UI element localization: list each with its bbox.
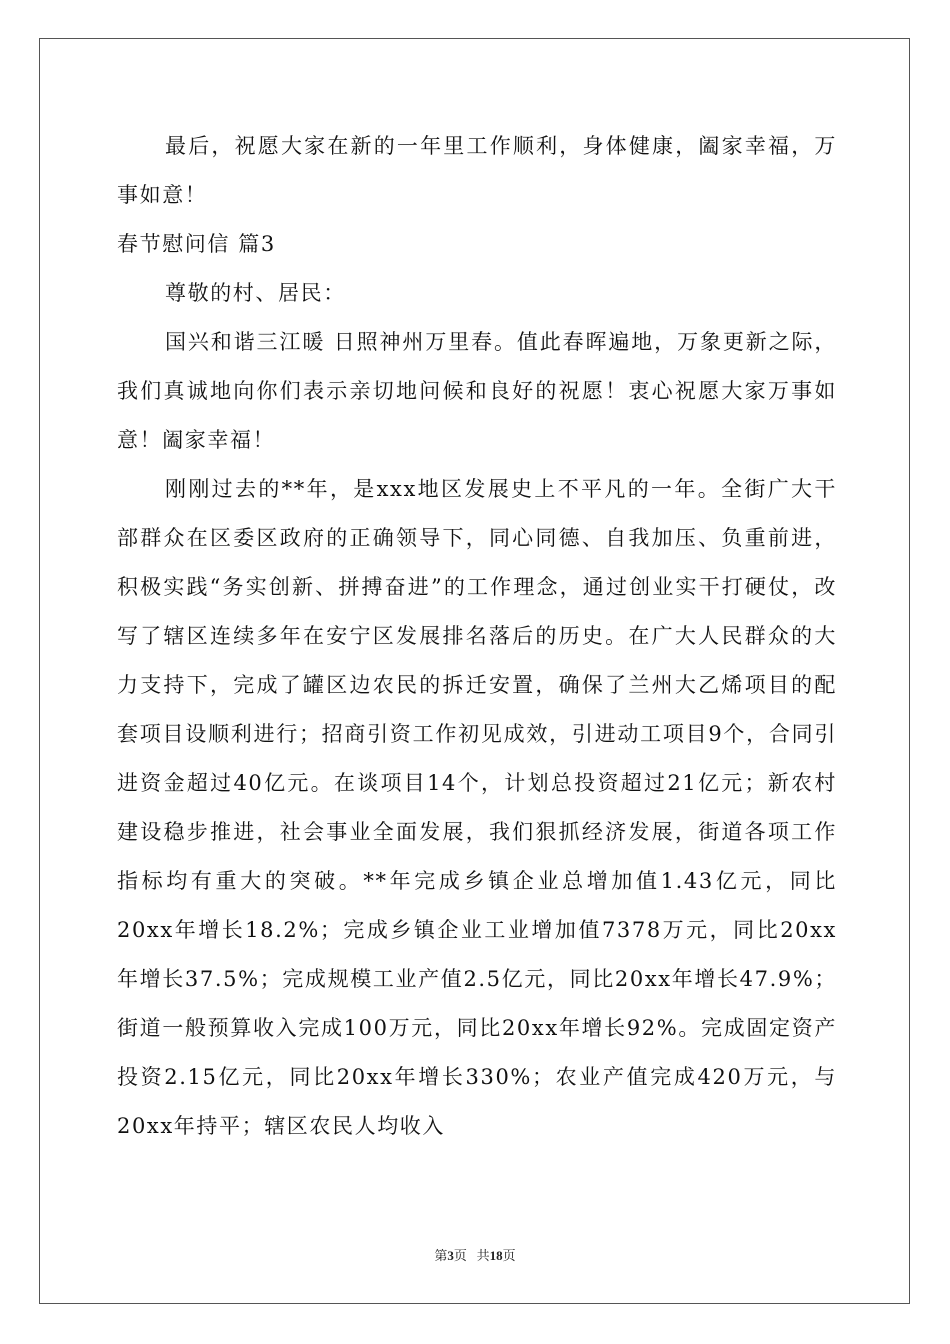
- current-page-number: 3: [447, 1248, 454, 1263]
- page-footer: [0, 1245, 950, 1264]
- total-page-count: 18: [489, 1248, 503, 1263]
- section-heading: 春节慰问信 篇3: [117, 232, 276, 256]
- document-body: [117, 122, 837, 1151]
- salutation: 尊敬的村、居民：: [165, 281, 346, 305]
- review-paragraph: 刚刚过去的**年，是xxx地区发展史上不平凡的一年。全街广大干部群众在区委区政府的正确领导下，同心同德、自我加压、负重前进，积极实践“务实创新、拼搏奋进”的工作理念，通过创业实干打硬仗，改写了辖区连续多年在安宁区发展排名落后的历史。在广大人民群众的大力支持下，完成了罐区边农民的拆迁安置，确保了兰州大乙烯项目的配套项目设顺利进行；招商引资工作初见成效，引进动工项目9个，合同引进资金超过40亿元。在谈项目14个，计划总投资超过21亿元；新农村建设稳步推进，社会事业全面发展，我们狠抓经济发展，街道各项工作指标均有重大的突破。**年完成乡镇企业总增加值1.43亿元，同比20xx年增长18.2%；完成乡镇企业工业增加值7378万元，同比20xx年增长37.5%；完成规模工业产值2.5亿元，同比20xx年增长47.9%；街道一般预算收入完成100万元，同比20xx年增长92%。完成固定资产投资2.15亿元，同比20xx年增长330%；农业产值完成420万元，与20xx年持平；辖区农民人均收入: [117, 477, 837, 1138]
- footer-total-suffix: 页: [502, 1248, 516, 1263]
- footer-prefix: 第: [434, 1248, 448, 1263]
- closing-paragraph: 最后，祝愿大家在新的一年里工作顺利，身体健康，阖家幸福，万事如意！: [117, 134, 837, 207]
- footer-page-suffix: 页: [453, 1248, 467, 1263]
- footer-total-prefix: 共: [476, 1248, 490, 1263]
- greeting-paragraph: 国兴和谐三江暖 日照神州万里春。值此春晖遍地，万象更新之际，我们真诚地向你们表示亲切地问候和良好的祝愿！衷心祝愿大家万事如意！阖家幸福！: [117, 330, 837, 452]
